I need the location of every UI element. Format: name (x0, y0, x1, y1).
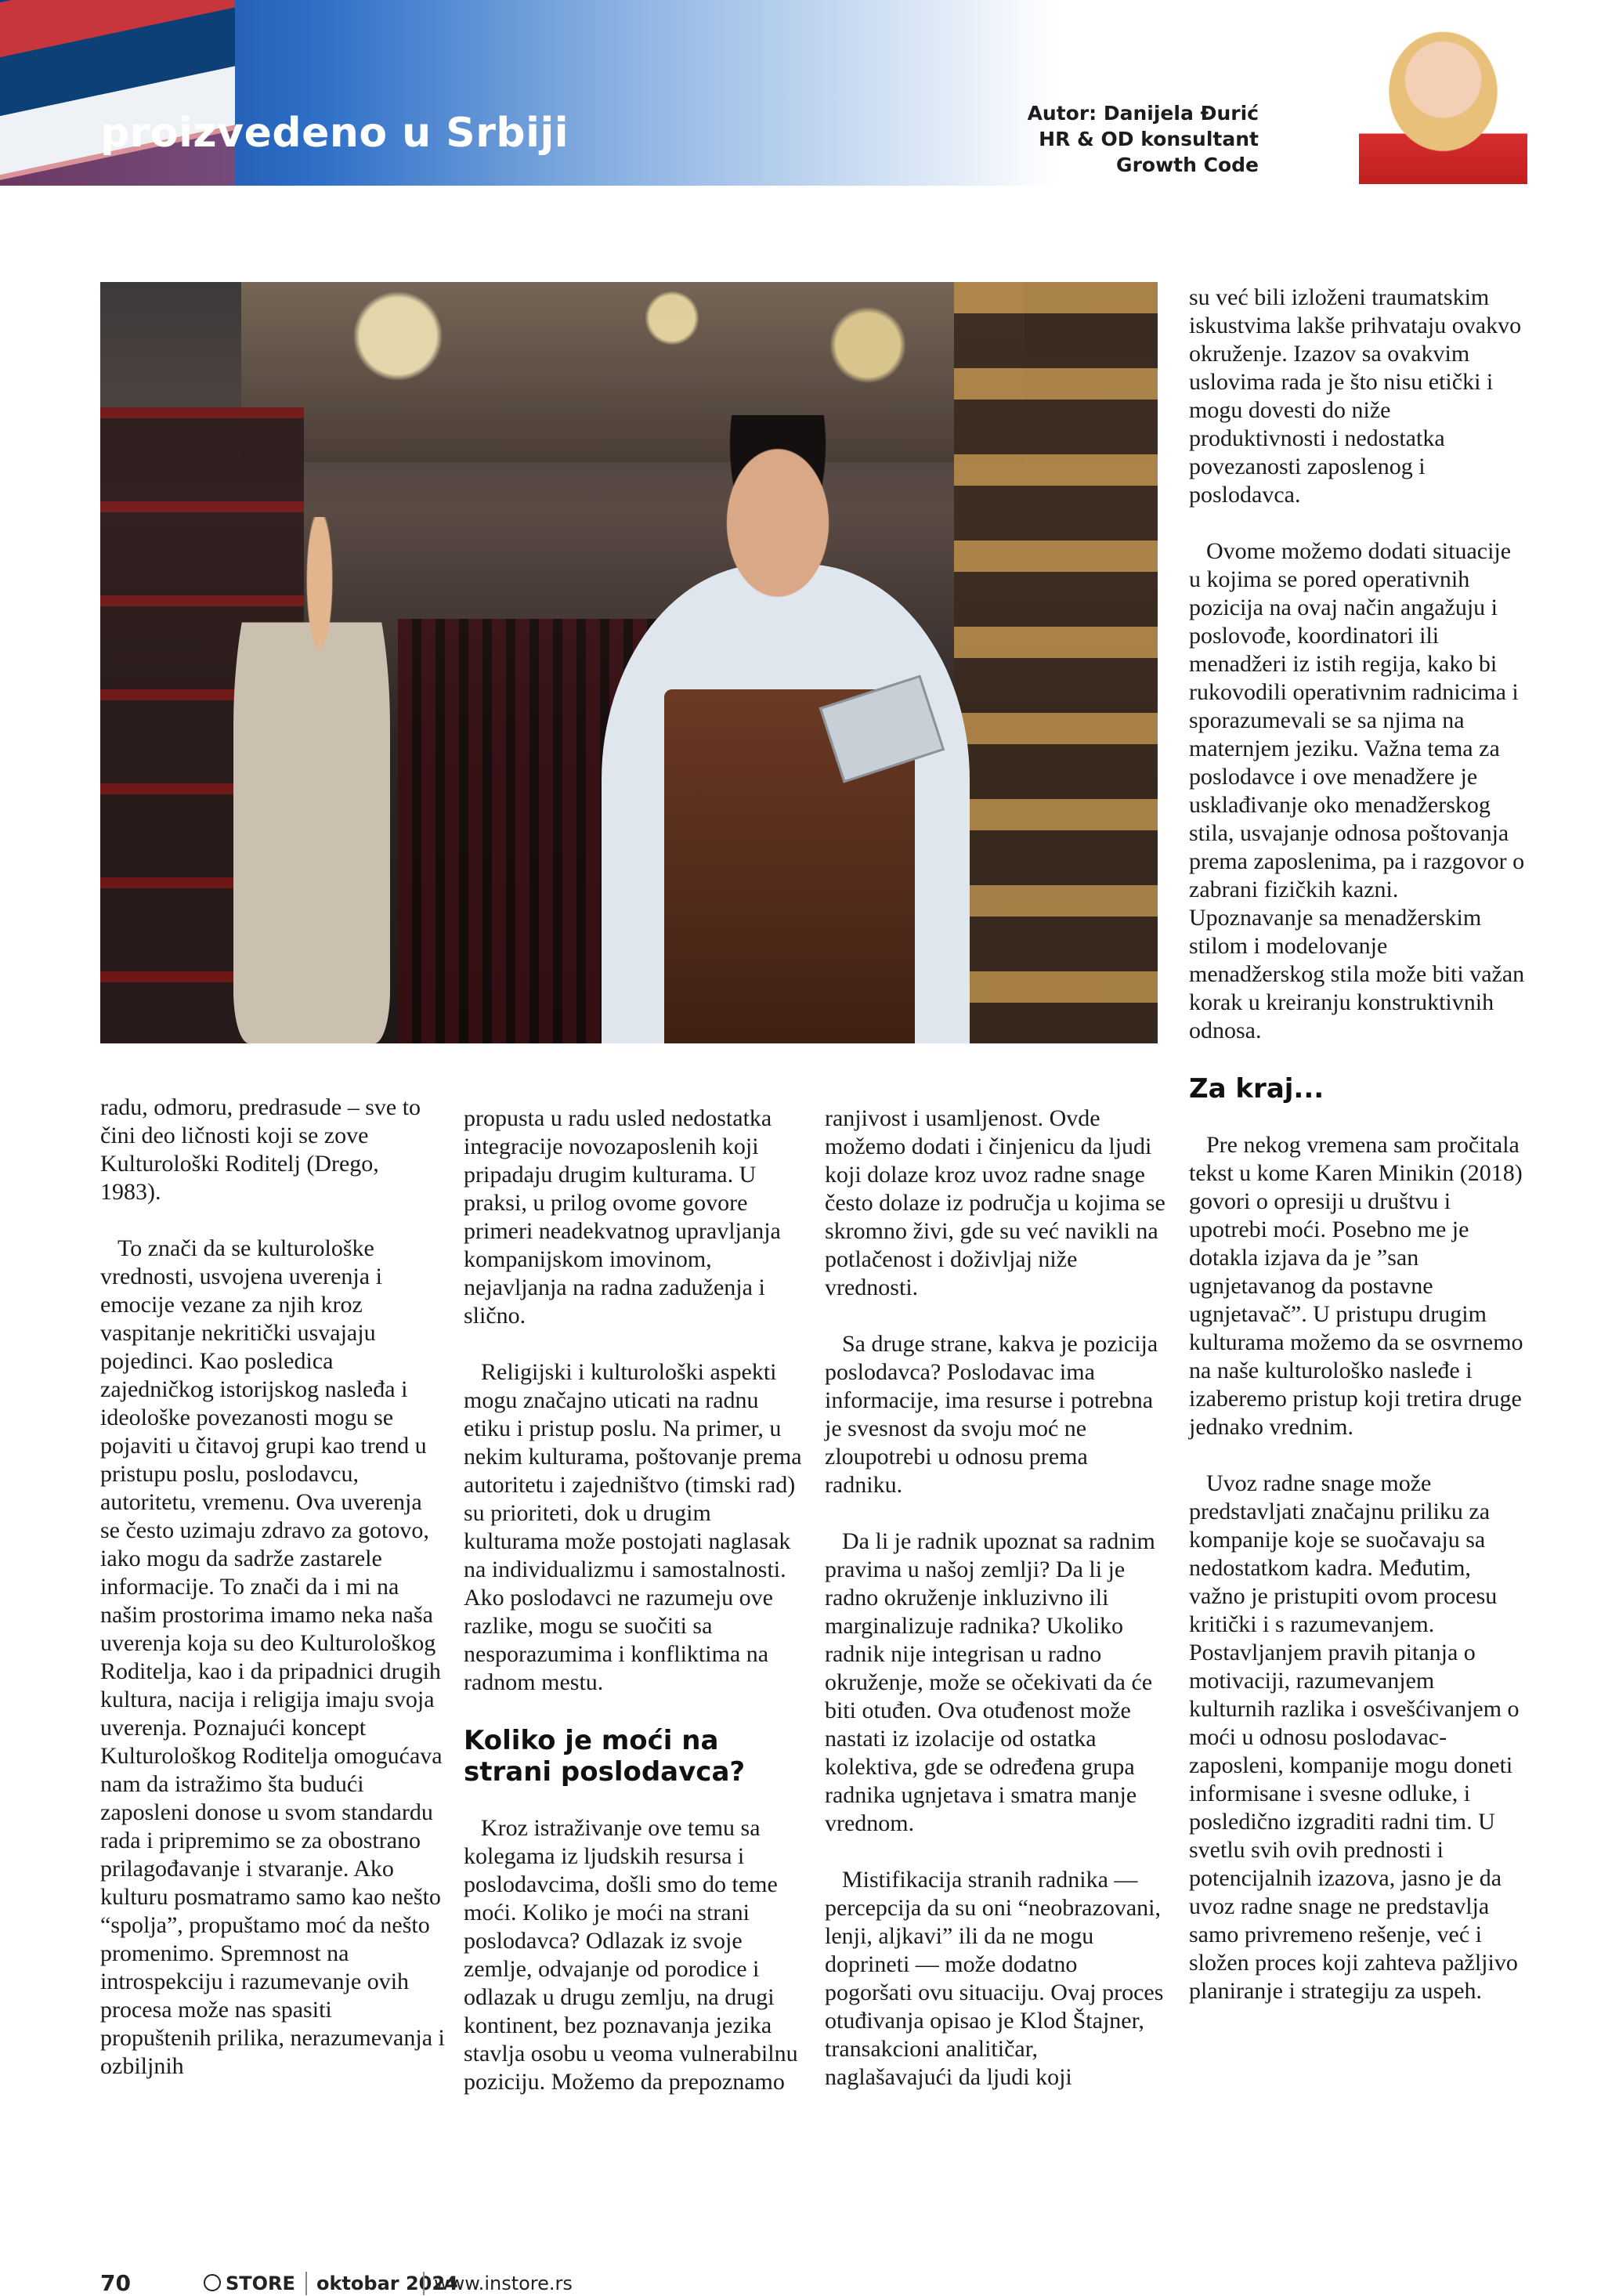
issue-date: oktobar 2024 (305, 2272, 458, 2295)
paragraph: Da li je radnik upoznat sa radnim pravima u našoj zemlji? Da li je radno okruženje inkluzivno ili marginalizuje radnika? Ukoliko radnik nije integrisan u radno okruženje, može se očekivati da će biti otuđen. Ova otuđenost može nastati iz izolacije od ostatka kolektiva, gde se određena grupa radnika ugnjetava i smatra manje vrednom. (825, 1528, 1155, 1836)
article-column-2 (464, 1105, 808, 2124)
author-info (1028, 100, 1259, 178)
subheading: Za kraj... (1189, 1073, 1324, 1105)
article-column-4 (1189, 284, 1526, 2034)
header-banner (0, 0, 1057, 186)
website-link[interactable]: www.instore.rs (423, 2272, 573, 2295)
paragraph: radu, odmoru, predrasude – sve to čini deo ličnosti koji se zove Kulturološki Roditelj (Drego, 1983). (100, 1094, 421, 1205)
paragraph: propusta u radu usled nedostatka integracije novozaposlenih koji pripadaju drugim kulturama. U praksi, u prilog ovome govore primeri neadekvatnog upravljanja kompanijskom imovinom, nejavljanja na radna zaduženja i slično. (464, 1105, 781, 1329)
serbian-flag-graphic (0, 0, 235, 186)
paragraph: Mistifikacija stranih radnika — percepcija da su oni “neobrazovani, lenji, aljkavi” ili da ne mogu doprineti — može dodatno pogoršati ovu situaciju. Ovaj proces otuđivanja opisao je Klod Štajner, transakcioni analitičar, naglašavajući da ljudi koji (825, 1867, 1164, 2090)
article-column-3 (825, 1105, 1169, 2120)
subheading: Koliko je moći na strani poslodavca? (464, 1725, 746, 1788)
article-photo (100, 282, 1158, 1043)
magazine-brand (204, 2272, 295, 2295)
paragraph: su već bili izloženi traumatskim iskustvima lakše prihvataju ovakvo okruženje. Izazov sa ovakvim uslovima rada je što nisu etički i mogu dovesti do niže produktivnosti i nedostatka povezanosti zaposlenog i poslodavca. (1189, 284, 1522, 508)
paragraph: Kroz istraživanje ove temu sa kolegama iz ljudskih resursa i poslodavcima, došli smo do teme moći. Koliko je moći na strani poslodavca? Odlazak iz svoje zemlje, odvajanje od porodice i odlazak u drugu zemlju, na drugi kontinent, bez poznavanja jezika stavlja osobu u veoma vulnerabilnu poziciju. Možemo da prepoznamo (464, 1815, 798, 2095)
paragraph: ranjivost i usamljenost. Ovde možemo dodati i činjenicu da ljudi koji dolaze kroz uvoz radne snage često dolaze iz područja u kojima se skromno živi, gde su već navikli na potlačenost i doživljaj niže vrednosti. (825, 1105, 1165, 1300)
brand-name: STORE (226, 2272, 295, 2294)
paragraph: Sa druge strane, kakva je pozicija poslodavca? Poslodavac ima informacije, ima resurse i potrebna je svesnost da svoju moć ne zloupotrebi u odnosu prema radniku. (825, 1331, 1158, 1498)
paragraph: Uvoz radne snage može predstavljati značajnu priliku za kompanije koje se suočavaju sa nedostatkom kadra. Međutim, važno je pristupiti ovom procesu kritički i s razumevanjem. Postavljanjem pravih pitanja o motivaciji, razumevanjem kulturnih razlika i osvešćivanjem o moći u odnosu poslodavac-zaposleni, kompanije mogu doneti informisane i svesne odluke, i posledično izgraditi radni tim. U svetlu svih ovih prednosti i potencijalnih izazova, jasno je da uvoz radne snage ne predstavlja samo privremeno rešenje, već i složen proces koji zahteva pažljivo planiranje i strategiju za uspeh. (1189, 1470, 1520, 2004)
photo-woman-figure (233, 517, 390, 1043)
paragraph: Ovome možemo dodati situacije u kojima se pored operativnih pozicija na ovaj način angažuju i poslovođe, koordinatori ili menadžeri iz istih regija, kako bi rukovodili operativnim radnicima i sporazumevali se sa njima na maternjem jeziku. Važna tema za poslodavce i ove menadžere je usklađivanje oko menadžerskog stila, usvajanje odnosa poštovanja prema zaposlenima, pa i razgovor o zabrani fizičkih kazni. Upoznavanje sa menadžerskim stilom i modelovanje menadžerskog stila može biti važan korak u kreiranju konstruktivnih odnosa. (1189, 538, 1525, 1043)
author-company: Growth Code (1116, 154, 1259, 176)
section-title: proizvedeno u Srbiji (100, 110, 569, 157)
paragraph: Pre nekog vremena sam pročitala tekst u kome Karen Minikin (2018) govori o opresiji u društvu i upotrebi moći. Posebno me je dotakla izjava da je ”san ugnjetavanog da postavne ugnjetavač”. U pristupu drugim kulturama možemo da se osvrnemo na naše kulturološko nasleđe i izaberemo pristup koji tretira druge jednako vrednim. (1189, 1132, 1523, 1440)
author-role: HR & OD konsultant (1039, 128, 1259, 150)
paragraph: Religijski i kulturološki aspekti mogu značajno uticati na radnu etiku i pristup poslu. Na primer, u nekim kulturama, poštovanje prema autoritetu i zajedništvo (timski rad) su prioriteti, dok u drugim kulturama može postojati naglasak na individualizmu i samostalnosti. Ako poslodavci ne razumeju ove razlike, mogu se suočiti sa nesporazumima i konfliktima na radnom mestu. (464, 1359, 802, 1695)
author-photo (1359, 16, 1527, 184)
page-header (0, 0, 1619, 186)
paragraph: To znači da se kulturološke vrednosti, usvojena uverenja i emocije vezane za njih kroz vaspitanje nekritički usvajaju pojedinci. Kao posledica zajedničkog istorijskog nasleđa i ideološke povezanosti mogu se pojaviti u čitavoj grupi kao trend u pristupu poslu, poslodavcu, autoritetu, vremenu. Ova uverenja se često uzimaju zdravo za gotovo, iako mogu da sadrže zastarele informacije. To znači da i mi na našim prostorima imamo neka naša uverenja koja su deo Kulturološkog Roditelja, kao i da pripadnici drugih kultura, nacija i religija imaju svoja uverenja. Poznajući koncept Kulturološkog Roditelja omogućava nam da istražimo šta budući zaposleni donose u svom standardu rada i pripremimo se za obostrano prilagođavanje i stvaranje. Ako kulturu posmatramo samo kao nešto “spolja”, propuštamo moć da nešto promenimo. Spremnost na introspekciju i razumevanje ovih procesa može nas spasiti propuštenih prilika, nerazumevanja i ozbiljnih (100, 1235, 445, 2079)
page-number: 70 (100, 2270, 131, 2296)
author-name: Autor: Danijela Đurić (1027, 102, 1259, 125)
page-footer (100, 2270, 573, 2296)
article-column-1 (100, 1094, 445, 2109)
brand-logo-icon (204, 2274, 221, 2291)
